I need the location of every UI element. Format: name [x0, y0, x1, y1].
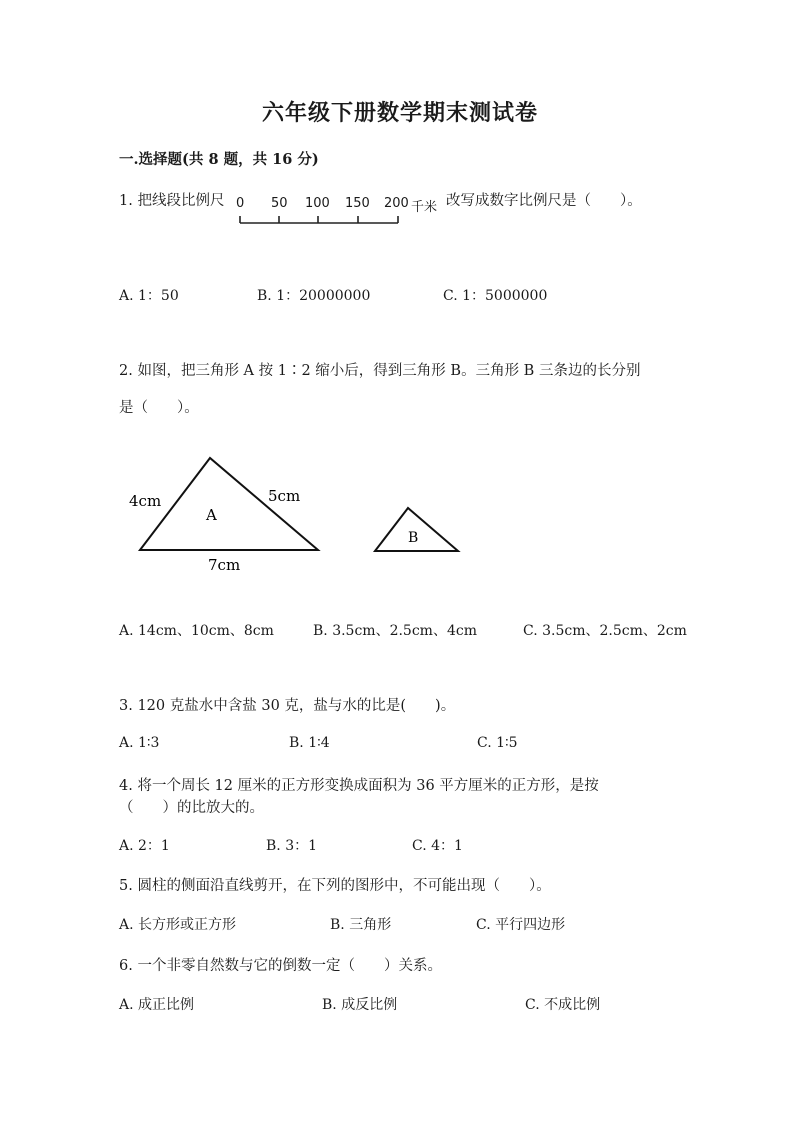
question-6-option-b: B. 成反比例 — [322, 997, 398, 1013]
question-2-option-a: A. 14cm、10cm、8cm — [119, 623, 274, 639]
question-5-option-a: A. 长方形或正方形 — [119, 917, 237, 933]
question-1-prompt-post: 改写成数字比例尺是（ ）。 — [446, 193, 642, 209]
question-5-option-b: B. 三角形 — [330, 917, 392, 933]
scale-tick-label: 50 — [271, 196, 288, 211]
question-2-option-b: B. 3.5cm、2.5cm、4cm — [313, 623, 477, 639]
question-3-prompt: 3. 120 克盐水中含盐 30 克，盐与水的比是( )。 — [119, 698, 456, 714]
scale-tick-label: 200 — [384, 196, 409, 211]
question-3-option-b: B. 1∶4 — [289, 735, 330, 751]
question-6-prompt: 6. 一个非零自然数与它的倒数一定（ ）关系。 — [119, 958, 442, 974]
triangles-figure — [110, 448, 480, 583]
question-4-option-c: C. 4：1 — [412, 838, 463, 854]
question-5-prompt: 5. 圆柱的侧面沿直线剪开，在下列的图形中，不可能出现（ ）。 — [119, 878, 551, 894]
question-3-option-c: C. 1∶5 — [477, 735, 518, 751]
question-1-prompt-pre: 1. 把线段比例尺 — [119, 193, 225, 209]
triangle-a-base-label: 7cm — [208, 556, 241, 574]
question-5-option-c: C. 平行四边形 — [476, 917, 566, 933]
scale-unit-label: 千米 — [411, 200, 438, 215]
triangle-a-right-side-label: 5cm — [268, 487, 301, 505]
question-1-option-c: C. 1：5000000 — [443, 288, 548, 304]
question-1-option-b: B. 1：20000000 — [257, 288, 371, 304]
question-4-option-a: A. 2：1 — [119, 838, 170, 854]
triangle-a-label: A — [206, 506, 217, 524]
question-2-option-c: C. 3.5cm、2.5cm、2cm — [523, 623, 687, 639]
question-4-prompt-line1: 4. 将一个周长 12 厘米的正方形变换成面积为 36 平方厘米的正方形，是按 — [119, 778, 599, 794]
question-4-prompt-line2: （ ）的比放大的。 — [119, 800, 264, 816]
question-2-prompt-line1: 2. 如图，把三角形 A 按 1∶2 缩小后，得到三角形 B。三角形 B 三条边的长分别 — [119, 363, 641, 379]
question-1-option-a: A. 1：50 — [119, 288, 179, 304]
section-heading: 一.选择题(共 8 题，共 16 分) — [119, 151, 319, 168]
question-3-option-a: A. 1∶3 — [119, 735, 160, 751]
triangle-b-label: B — [408, 530, 419, 546]
question-2-prompt-line2: 是（ ）。 — [119, 400, 199, 416]
triangle-a-left-side-label: 4cm — [129, 492, 162, 510]
scale-tick-label: 150 — [345, 196, 370, 211]
question-6-option-a: A. 成正比例 — [119, 997, 195, 1013]
question-6-option-c: C. 不成比例 — [525, 997, 601, 1013]
question-4-option-b: B. 3：1 — [266, 838, 318, 854]
page-title: 六年级下册数学期末测试卷 — [261, 100, 538, 126]
scale-tick-label: 0 — [236, 196, 245, 211]
scale-tick-label: 100 — [305, 196, 330, 211]
